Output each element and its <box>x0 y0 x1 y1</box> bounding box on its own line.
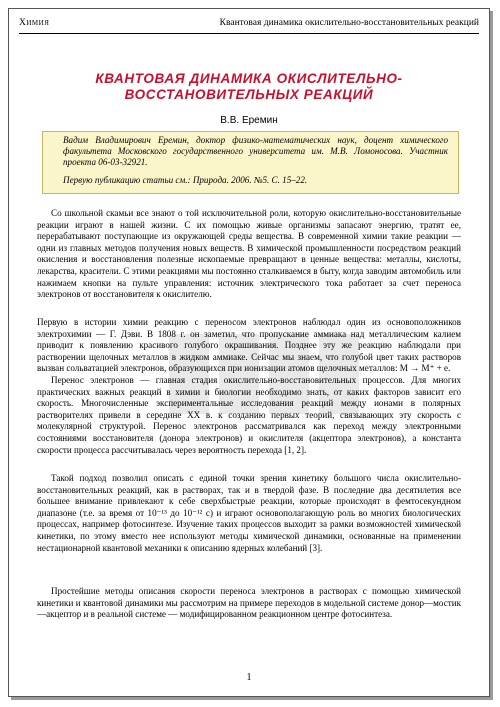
page-number: 1 <box>246 672 252 683</box>
paragraph-3-text: Перенос электронов — главная стадия окислительно-восстановительных процессов. Для многих практических важных реакций в химии и биологии необходимо знать, от каких факторов зависит его скорость. Многочисленные экспериментальные исследования реакций между ионами в полярных растворителях привели в середине XX в. к созданию первых теорий, связывающих эту скорость с молекулярной структурой. Перенос электронов рассматривался как переход между электронными состояниями восстановителя (донора электронов) и окислителя (акцептора электронов), а константа скорости процесса рассчитывалась через вероятность перехода [1, 2]. <box>37 374 461 455</box>
paragraph-2-block <box>37 317 461 456</box>
article-author: В.В. Еремин <box>220 115 278 126</box>
author-bio: Вадим Владимирович Еремин, доктор физико-математических наук, доцент химического факультета Московского государственного университета им. М.В. Ломоносова. Участник проекта 06-03-32921. <box>63 135 448 168</box>
author-info-box <box>42 131 459 194</box>
paragraph-4 <box>37 473 461 554</box>
paragraph-5 <box>37 586 461 621</box>
running-head-section: Химия <box>19 18 50 28</box>
paragraph-4-text: Такой подход позволил описать с единой точки зрения кинетику большого числа окислительно-восстановительных реакций, как в растворах, так и в твердой фазе. В последние два десятилетия все большее внимание привлекают к себе сверхбыстрые реакции, которые происходят в фемтосекундном диапазоне (т.е. за время от 10⁻¹³ до 10⁻¹² с) и играют основополагающую роль во многих биологических процессах, например фотосинтезе. Изучение таких процессов выходит за рамки возможностей химической кинетики, по этому вместо нее используют методы химической динамики, основанные на применении нестационарной квантовой механики к описанию ядерных колебаний [3]. <box>37 473 461 553</box>
paragraph-1-text: Со школьной скамьи все знают о той исключительной роли, которую окислительно-восстановительные реакции играют в нашей жизни. С их помощью живые организмы запасают энергию, тратят ее, перерабатывают поступающие из окружающей среды вещества. В современной химии такие реакции — одни из главных методов получения новых веществ. В химической промышленности посредством реакций окисления и восстановления полезные ископаемые превращают в ценные вещества: металлы, кислоты, лекарства, красители. С этими реакциями мы постоянно сталкиваемся в быту, когда заводим автомобиль или нажимаем кнопки на пульте управления: источник электрического тока работает за счет переноса электронов от восстановителя к окислителю. <box>37 208 461 300</box>
paragraph-5-text: Простейшие методы описания скорости переноса электронов в растворах с помощью химической кинетики и квантовой динамики мы рассмотрим на примере переходов в модельной системе донор—мостик—акцептор и в реальной системе — модифицированном реакционном центре фотосинтеза. <box>37 586 461 620</box>
page-frame <box>8 8 490 697</box>
running-head-title: Квантовая динамика окислительно-восстановительных реакций <box>219 18 479 28</box>
paragraph-1 <box>37 208 461 301</box>
article-title: КВАНТОВАЯ ДИНАМИКА ОКИСЛИТЕЛЬНО-ВОССТАНОВИТЕЛЬНЫХ РЕАКЦИЙ <box>95 71 403 102</box>
paragraph-2-text: Первую в истории химии реакцию с переносом электронов наблюдал один из основоположников электрохимии — Г. Дэви. В 1808 г. он заметил, что пропускание аммиака над металлическим калием приводит к появлению красивого голубого окрашивания. Позднее эту же реакцию наблюдали при растворении щелочных металлов в жидком аммиаке. Сейчас мы знаем, что голубой цвет таких растворов вызван сольватацией электронов, образующихся при ионизации атомов щелочных металлов: M → M⁺ + e. <box>37 317 461 374</box>
first-publication-note: Первую публикацию статьи см.: Природа. 2006. №5. С. 15–22. <box>63 174 308 185</box>
running-head <box>19 15 479 34</box>
